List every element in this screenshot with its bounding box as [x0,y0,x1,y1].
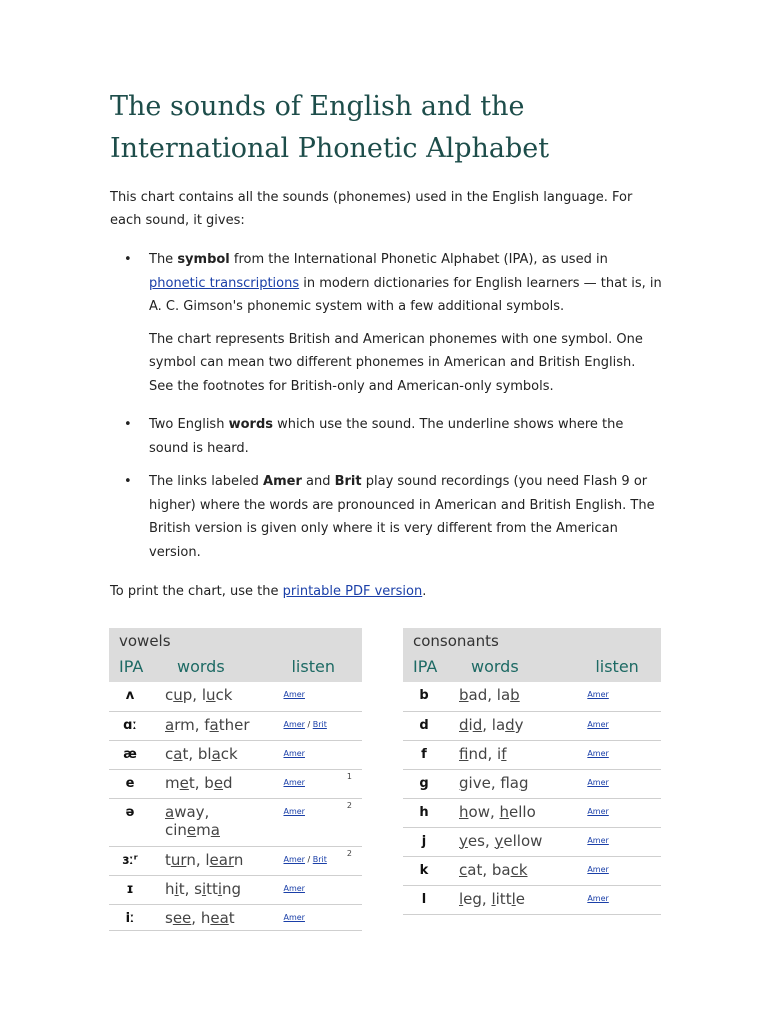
printable-pdf-link[interactable]: printable PDF version [282,584,423,599]
bullet-links: • The links labeled Amer and Brit play sound recordings (you need Flash 9 or higher) where the words are pronounced in American and British English. The British version is given only where it is very different from the American version. [110,470,662,564]
sound-underline: a [209,715,219,734]
footnote-marker [639,856,661,885]
sound-underline: l [511,889,516,908]
consonants-row [403,885,661,914]
ipa-symbol: f [403,740,445,769]
sound-underline: i [201,879,207,898]
sound-underline: a [165,802,175,821]
footnote-marker: 1 [342,769,362,798]
ipa-symbol: g [403,769,445,798]
sound-underline: f [459,744,469,763]
consonants-row [403,798,661,827]
title-line-2: International Phonetic Alphabet [110,133,550,164]
listen-links [581,827,638,856]
example-words: yes, yellow [445,827,581,856]
example-words: see, heat [151,904,277,930]
example-words: away, cinema [151,798,277,846]
example-words: hit, sitting [151,875,277,904]
footnote-marker [639,827,661,856]
consonants-table [403,628,661,915]
sound-underline: e [213,773,224,792]
listen-links [581,711,638,740]
ipa-symbol: ɑː [109,711,151,740]
phonetic-transcriptions-link[interactable]: phonetic transcriptions [149,275,300,291]
amer-audio-link[interactable]: Amer [283,806,305,816]
listen-links [581,740,638,769]
sound-underline: g [519,773,529,792]
listen-links [277,682,341,711]
ipa-symbol: l [403,885,445,914]
bullet-words: • Two English words which use the sound. The underline shows where the sound is heard. [110,413,662,460]
col-words: words [445,650,581,682]
footnote-marker [639,682,661,711]
bullet-dot: • [124,417,132,432]
listen-links: Amer / Brit [277,711,341,740]
consonants-title: consonants [403,628,661,650]
footnote-marker [639,711,661,740]
sound-underline: i [217,879,223,898]
listen-links: Amer / Brit [277,846,341,875]
listen-links [277,798,341,846]
sound-underline: u [206,686,216,704]
sound-underline: ea [210,908,229,927]
sound-underline: u [173,686,183,704]
sound-underline: y [494,831,504,850]
example-words: cat, back [445,856,581,885]
amer-audio-link[interactable]: Amer [587,719,609,729]
ipa-symbol: e [109,769,151,798]
ipa-symbol: iː [109,904,151,930]
example-words: did, lady [445,711,581,740]
sound-underline: a [165,715,175,734]
ipa-symbol: j [403,827,445,856]
example-words: leg, little [445,885,581,914]
consonants-row [403,827,661,856]
sound-underline: ear [209,850,234,869]
ipa-symbol: b [403,682,445,711]
consonants-body [403,682,661,914]
example-words: bad, lab [445,682,581,711]
sound-underline: d [459,715,469,734]
listen-links [581,682,638,711]
listen-links [581,769,638,798]
vowels-row [109,740,362,769]
col-listen: listen [277,650,362,682]
amer-audio-link[interactable]: Amer [283,690,305,699]
ipa-symbol: d [403,711,445,740]
sound-underline: e [179,773,189,792]
intro-paragraph: This chart contains all the sounds (phonemes) used in the English language. For each sound, it gives: [110,190,633,228]
sound-underline: l [459,889,464,908]
listen-links [581,856,638,885]
sound-underline: f [501,744,507,763]
vowels-row [109,904,362,930]
example-words: turn, learn [151,846,277,875]
sound-underline: i [174,879,179,898]
footnote-marker [342,740,362,769]
consonants-row [403,682,661,711]
print-note: To print the chart, use the printable PDF version. [110,584,427,599]
listen-links [277,740,341,769]
bullet-dot: • [124,252,132,267]
listen-links [277,875,341,904]
feature-list [110,248,662,564]
vowels-row [109,798,362,846]
sound-underline: a [211,744,221,763]
col-ipa: IPA [109,650,151,682]
footnote-marker [342,682,362,711]
consonants-row [403,711,661,740]
amer-audio-link[interactable]: Amer [283,777,305,787]
sound-underline: h [499,802,510,821]
amer-audio-link[interactable]: Amer [587,748,609,758]
bullet-symbol-text: The symbol from the International Phonetic Alphabet (IPA), as used in phonetic transcriptions in modern dictionaries for English learners — that is, in A. C. Gimson's phonemic system with a few additional symbols. [149,252,662,314]
example-words: how, hello [445,798,581,827]
amer-audio-link[interactable]: Amer [587,864,609,874]
sound-underline: d [472,715,483,734]
bullet-symbol [110,248,662,398]
vowels-row [109,875,362,904]
vowels-table [109,628,362,931]
amer-audio-link[interactable]: Amer [587,777,609,787]
listen-links [277,904,341,930]
footnote-marker [342,875,362,904]
sound-underline: e [186,820,197,839]
listen-links [581,885,638,914]
sound-underline: ur [170,850,187,869]
vowels-row [109,769,362,798]
listen-links [581,798,638,827]
vowels-row [109,682,362,711]
listen-links [277,769,341,798]
footnote-marker [639,885,661,914]
col-listen: listen [581,650,661,682]
ipa-symbol: k [403,856,445,885]
sound-underline: l [491,889,496,908]
example-words: give, flag [445,769,581,798]
sound-underline: d [505,715,515,734]
col-words: words [151,650,277,682]
ipa-symbol: h [403,798,445,827]
sound-underline: a [173,744,183,763]
amer-audio-link[interactable]: Amer [587,835,609,845]
ipa-symbol: ɜːʳ [109,846,151,875]
title-line-1: The sounds of English and the [110,91,525,122]
sound-underline: ck [510,860,528,879]
footnote-marker [639,769,661,798]
vowels-row [109,846,362,875]
footnote-marker: 2 [342,798,362,846]
amer-audio-link[interactable]: Amer [587,806,609,816]
vowels-row [109,711,362,740]
amer-audio-link[interactable]: Amer [283,912,305,922]
example-words: find, if [445,740,581,769]
bullet-dot: • [124,474,132,489]
amer-audio-link[interactable]: Amer [587,893,609,903]
brit-audio-link[interactable]: Brit [312,854,327,864]
ipa-symbol: ə [109,798,151,846]
example-words: arm, father [151,711,277,740]
consonants-row [403,740,661,769]
footnote-marker [639,740,661,769]
bullet-symbol-extra: The chart represents British and American phonemes with one symbol. One symbol can mean two different phonemes in American and British English. See the footnotes for British-only and American-only symbols. [149,331,643,394]
footnote-marker [639,798,661,827]
amer-audio-link[interactable]: Amer [283,883,305,893]
col-ipa: IPA [403,650,445,682]
sound-underline: c [459,860,468,879]
amer-audio-link[interactable]: Amer [587,690,609,699]
page-title [110,86,670,170]
example-words: cat, black [151,740,277,769]
consonants-row [403,769,661,798]
sound-underline: g [459,773,469,792]
brit-audio-link[interactable]: Brit [312,719,327,729]
consonants-row [403,856,661,885]
sound-underline: b [510,686,520,704]
ipa-symbol: æ [109,740,151,769]
amer-audio-link[interactable]: Amer [283,719,305,729]
sound-underline: y [459,831,468,850]
footnote-marker [342,904,362,930]
sound-underline: b [459,686,469,704]
vowels-body [109,682,362,930]
amer-audio-link[interactable]: Amer [283,748,305,758]
example-words: met, bed [151,769,277,798]
footnote-marker [342,711,362,740]
ipa-symbol: ɪ [109,875,151,904]
sound-underline: h [459,802,469,821]
vowels-title: vowels [109,628,362,650]
example-words: cup, luck [151,682,277,711]
sound-underline: ee [172,908,192,927]
sound-underline: a [210,820,220,839]
ipa-symbol: ʌ [109,682,151,711]
footnote-marker: 2 [342,846,362,875]
amer-audio-link[interactable]: Amer [283,854,305,864]
